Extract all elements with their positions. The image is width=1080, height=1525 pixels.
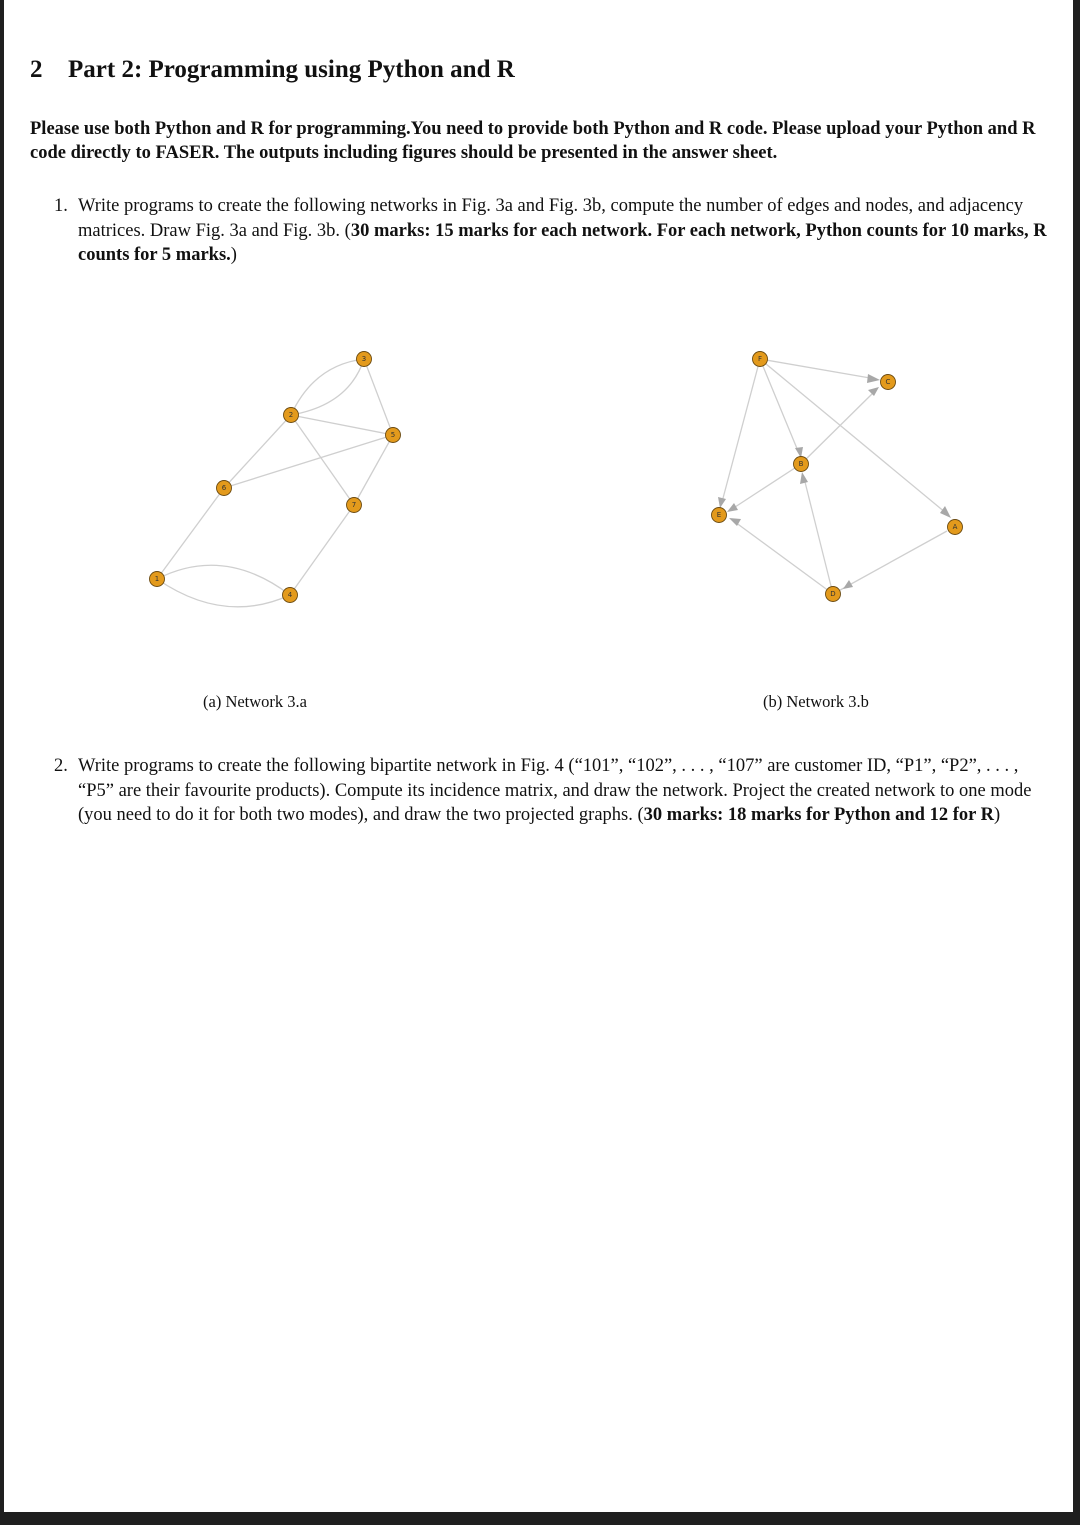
node-3 bbox=[357, 352, 372, 367]
question-1-text: Write programs to create the following networks in Fig. 3a and Fig. 3b, compute the number of edges and nodes, and adjacency matrices. Draw Fig. 3a and Fig. 3b. ( bbox=[78, 196, 1024, 241]
question-2-marks: 30 marks: 18 marks for Python and 12 for R bbox=[643, 805, 994, 825]
edge-2-7 bbox=[291, 415, 354, 505]
node-C bbox=[881, 375, 896, 390]
section-title: Part 2: Programming using Python and R bbox=[68, 56, 515, 83]
node-2 bbox=[284, 408, 299, 423]
svg-text:6: 6 bbox=[221, 484, 227, 492]
svg-text:C: C bbox=[885, 378, 891, 386]
node-1 bbox=[150, 572, 165, 587]
arrowhead-E-from-B bbox=[727, 503, 738, 512]
svg-text:B: B bbox=[798, 460, 804, 468]
question-2 bbox=[54, 754, 1049, 828]
edge-B-E bbox=[732, 464, 801, 509]
node-F bbox=[753, 352, 768, 367]
intro-paragraph: Please use both Python and R for programming.You need to provide both Python and R code. Please upload your Python and R code directly to FASER. The outputs including figures should be presented in the answer sheet. bbox=[30, 119, 1036, 163]
arrowhead-C-from-B bbox=[868, 387, 879, 396]
network-3b-nodes bbox=[712, 352, 963, 602]
svg-text:5: 5 bbox=[390, 431, 396, 439]
node-E bbox=[712, 508, 727, 523]
document-page bbox=[4, 0, 1073, 1512]
edge-F-E bbox=[722, 359, 760, 502]
svg-text:D: D bbox=[830, 590, 836, 598]
edge-2-3-b bbox=[291, 359, 364, 415]
edge-7-4 bbox=[290, 505, 354, 595]
arrowhead-E-from-F bbox=[718, 497, 726, 508]
svg-text:7: 7 bbox=[351, 501, 357, 509]
question-1-marker: 1. bbox=[54, 196, 68, 216]
node-4 bbox=[283, 588, 298, 603]
node-5 bbox=[386, 428, 401, 443]
node-7 bbox=[347, 498, 362, 513]
arrowhead-D-from-A bbox=[843, 580, 853, 589]
question-1-tail: ) bbox=[230, 245, 237, 265]
caption-network-3a: (a) Network 3.a bbox=[203, 692, 307, 711]
edge-F-A bbox=[760, 359, 946, 513]
figure-network-3a bbox=[134, 340, 424, 615]
question-2-text: Write programs to create the following bipartite network in Fig. 4 (“101”, “102”, . . . , “107” are customer ID, “P1”, “P2”, . . . , “P5” are their favourite products). Compute its incidence matrix, and draw the network. Project the created network to one mode (you need to do it for both two modes), and draw the two projected graphs. ( bbox=[78, 756, 1032, 825]
network-3a-edges bbox=[154, 359, 396, 607]
question-1-marks: 30 marks: 15 marks for each network. For each network, Python counts for 10 marks, R counts for 5 marks. bbox=[78, 220, 1047, 265]
svg-text:E: E bbox=[716, 511, 722, 519]
arrowhead-A-from-F bbox=[940, 506, 951, 518]
network-3b-edges bbox=[718, 359, 951, 594]
section-number: 2 bbox=[30, 56, 43, 83]
question-1 bbox=[54, 194, 1049, 268]
svg-text:2: 2 bbox=[288, 411, 294, 419]
svg-text:1: 1 bbox=[154, 575, 160, 583]
node-D bbox=[826, 587, 841, 602]
question-2-marker: 2. bbox=[54, 756, 68, 776]
svg-text:3: 3 bbox=[361, 355, 367, 363]
node-6 bbox=[217, 481, 232, 496]
caption-network-3b: (b) Network 3.b bbox=[763, 692, 869, 711]
edge-2-5 bbox=[291, 415, 393, 435]
arrowhead-C-from-F bbox=[867, 374, 880, 383]
edge-F-C bbox=[760, 359, 870, 378]
edge-F-B bbox=[760, 359, 798, 451]
svg-text:A: A bbox=[952, 523, 958, 531]
question-2-tail: ) bbox=[993, 805, 1001, 825]
figure-network-3b bbox=[694, 340, 984, 615]
node-A bbox=[948, 520, 963, 535]
arrowhead-B-from-D bbox=[800, 472, 808, 484]
section-heading bbox=[30, 56, 515, 84]
node-B bbox=[794, 457, 809, 472]
edge-2-3-a bbox=[291, 359, 364, 415]
network-3a-nodes bbox=[150, 352, 401, 603]
svg-text:4: 4 bbox=[287, 591, 293, 599]
edge-3-5 bbox=[364, 359, 393, 435]
svg-text:F: F bbox=[757, 355, 763, 363]
edge-1-4-b bbox=[157, 579, 290, 607]
